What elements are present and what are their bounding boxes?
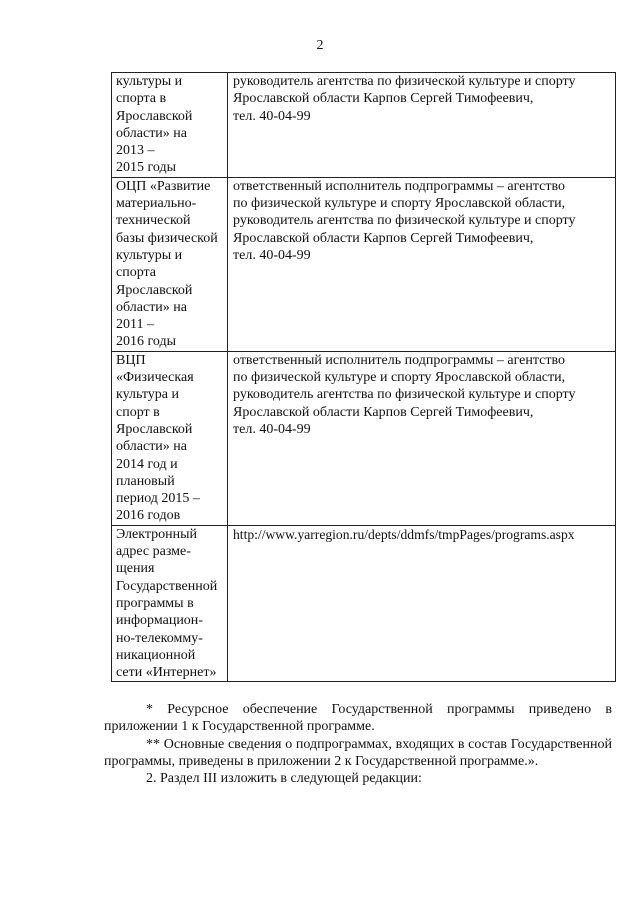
value-line: Ярославской области Карпов Сергей Тимофеевич, (233, 91, 534, 107)
label-line: культуры и (116, 74, 183, 89)
label-line: области» на (116, 125, 188, 141)
label-line: базы физической (116, 230, 218, 246)
row-value-cell (228, 525, 616, 682)
label-line: области» на (116, 439, 188, 455)
label-line: Ярославской (116, 421, 193, 437)
program-url-link[interactable]: http://www.yarregion.ru/depts/ddmfs/tmpPages/programs.aspx (233, 526, 575, 542)
label-line: никационной (116, 647, 196, 663)
row-label-cell (112, 177, 228, 351)
value-line: руководитель агентства по физической культуре и спорту (233, 213, 576, 229)
value-line: ответственный исполнитель подпрограммы – агентство (233, 352, 566, 368)
label-line: спорт в (116, 404, 160, 420)
value-line: тел. 40-04-99 (233, 421, 311, 437)
label-line: информацион- (116, 613, 203, 629)
value-line: по физической культуре и спорту Ярославской области, (233, 196, 566, 212)
value-line: руководитель агентства по физической культуре и спорту (233, 74, 576, 89)
label-line: программы в (116, 595, 194, 611)
label-line: 2011 – (116, 317, 154, 333)
label-line: культура и (116, 387, 179, 403)
value-line: Ярославской области Карпов Сергей Тимофеевич, (233, 230, 534, 246)
value-line: по физической культуре и спорту Ярославской области, (233, 370, 566, 386)
label-line: материально- (116, 196, 197, 212)
footnote-subprograms: ** Основные сведения о подпрограммах, входящих в состав Государственной программы, приведены в приложении 2 к Государственной программе.». (104, 736, 612, 769)
footnotes (104, 701, 612, 787)
label-line: щения (116, 561, 155, 577)
label-line: адрес разме- (116, 544, 191, 560)
program-info-table (111, 72, 616, 682)
label-line: сети «Интернет» (116, 665, 217, 681)
label-line: культуры и (116, 247, 183, 263)
row-value-cell (228, 351, 616, 525)
row-label-cell (112, 351, 228, 525)
label-line: 2013 – (116, 143, 155, 159)
label-line: Ярославской (116, 282, 193, 298)
section-instruction: 2. Раздел III изложить в следующей редакции: (146, 771, 422, 787)
label-line: период 2015 – (116, 491, 200, 507)
row-label-cell (112, 525, 228, 682)
page-number: 2 (316, 38, 324, 53)
value-line: руководитель агентства по физической культуре и спорту (233, 387, 576, 403)
table-row (112, 177, 616, 351)
table-row (112, 525, 616, 682)
value-line: тел. 40-04-99 (233, 247, 311, 263)
label-line: плановый (116, 473, 175, 489)
label-line: 2015 годы (116, 160, 177, 176)
label-line: технической (116, 213, 191, 229)
label-line: области» на (116, 299, 188, 315)
label-line: спорта (116, 265, 157, 281)
label-line: ВЦП (116, 352, 146, 368)
label-line: Государственной (116, 578, 218, 594)
row-value-cell (228, 177, 616, 351)
label-line: ОЦП «Развитие (116, 178, 211, 194)
label-line: Ярославской (116, 108, 193, 124)
label-line: «Физическая (116, 370, 194, 386)
label-line: спорта в (116, 91, 167, 107)
label-line: Электронный (116, 526, 198, 542)
label-line: 2014 год и (116, 456, 178, 472)
value-line: тел. 40-04-99 (233, 108, 311, 124)
label-line: но-телекомму- (116, 630, 203, 646)
row-value-cell (228, 73, 616, 178)
value-line: Ярославской области Карпов Сергей Тимофеевич, (233, 404, 534, 420)
label-line: 2016 годов (116, 508, 181, 524)
label-line: 2016 годы (116, 334, 177, 350)
table-row (112, 73, 616, 178)
footnote-resources: * Ресурсное обеспечение Государственной программы приведено в приложении 1 к Государственной программе. (104, 702, 612, 735)
value-line: ответственный исполнитель подпрограммы – агентство (233, 178, 566, 194)
table-row (112, 351, 616, 525)
row-label-cell (112, 73, 228, 178)
